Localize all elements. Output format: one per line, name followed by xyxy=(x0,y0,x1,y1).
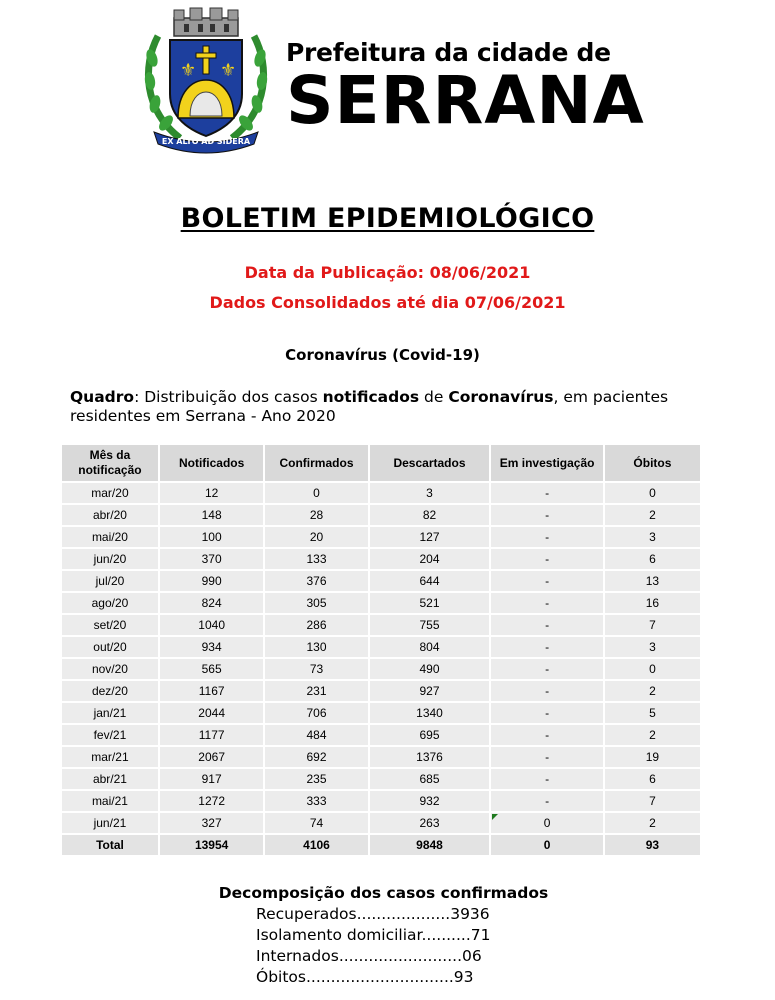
cell-notified: 934 xyxy=(160,637,263,657)
cell-confirmed: 692 xyxy=(265,747,367,767)
prefeitura-heading: Prefeitura da cidade de xyxy=(286,38,611,67)
cell-discarded: 1376 xyxy=(370,747,490,767)
cell-confirmed: 73 xyxy=(265,659,367,679)
cell-discarded: 927 xyxy=(370,681,490,701)
cell-discarded: 3 xyxy=(370,483,490,503)
cell-month: mai/20 xyxy=(62,527,158,547)
table-row xyxy=(62,659,700,679)
cell-notified: 148 xyxy=(160,505,263,525)
total-month: Total xyxy=(62,835,158,855)
cell-notified: 2044 xyxy=(160,703,263,723)
cell-investigation: - xyxy=(491,637,602,657)
quadro-text-1: : Distribuição dos casos xyxy=(134,388,323,406)
cell-notified: 565 xyxy=(160,659,263,679)
cell-confirmed: 74 xyxy=(265,813,367,833)
cell-deaths: 2 xyxy=(605,505,700,525)
cell-deaths: 3 xyxy=(605,527,700,547)
quadro-bold-1: notificados xyxy=(322,388,420,406)
cell-deaths: 19 xyxy=(605,747,700,767)
cell-month: mai/21 xyxy=(62,791,158,811)
total-investigation: 0 xyxy=(491,835,602,855)
cell-deaths: 7 xyxy=(605,791,700,811)
cell-investigation: - xyxy=(491,747,602,767)
cell-investigation: - xyxy=(491,527,602,547)
cell-month: abr/20 xyxy=(62,505,158,525)
table-row xyxy=(62,791,700,811)
city-name: SERRANA xyxy=(286,62,645,139)
publication-date: Data da Publicação: 08/06/2021 xyxy=(244,263,531,282)
table-row xyxy=(62,747,700,767)
cell-discarded: 521 xyxy=(370,593,490,613)
cell-confirmed: 133 xyxy=(265,549,367,569)
table-row xyxy=(62,681,700,701)
table-row xyxy=(62,725,700,745)
table-row xyxy=(62,527,700,547)
cell-investigation: - xyxy=(491,505,602,525)
quadro-label: Quadro xyxy=(70,388,135,406)
cell-notified: 370 xyxy=(160,549,263,569)
cell-deaths: 2 xyxy=(605,725,700,745)
header-notified: Notificados xyxy=(160,445,263,481)
header-discarded: Descartados xyxy=(370,445,490,481)
cell-month: mar/21 xyxy=(62,747,158,767)
cell-discarded: 932 xyxy=(370,791,490,811)
cell-month: jan/21 xyxy=(62,703,158,723)
cell-month: jun/21 xyxy=(62,813,158,833)
decomposition-item: Recuperados...................3936 xyxy=(256,905,490,923)
cell-notified: 100 xyxy=(160,527,263,547)
table-body xyxy=(62,483,700,855)
cell-discarded: 755 xyxy=(370,615,490,635)
comment-marker-icon xyxy=(492,814,498,820)
cell-discarded: 644 xyxy=(370,571,490,591)
cell-investigation: - xyxy=(491,725,602,745)
cell-month: fev/21 xyxy=(62,725,158,745)
cell-month: out/20 xyxy=(62,637,158,657)
cell-discarded: 263 xyxy=(370,813,490,833)
crest-motto: EX ALTO AD SIDERA xyxy=(161,137,251,146)
subject-heading: Coronavírus (Covid-19) xyxy=(285,346,480,364)
cell-investigation: - xyxy=(491,769,602,789)
total-notified: 13954 xyxy=(160,835,263,855)
table-row xyxy=(62,483,700,503)
cell-deaths: 5 xyxy=(605,703,700,723)
cell-investigation xyxy=(491,813,602,833)
table-row xyxy=(62,593,700,613)
cell-confirmed: 376 xyxy=(265,571,367,591)
table-row xyxy=(62,769,700,789)
table-row xyxy=(62,813,700,833)
header xyxy=(140,6,645,156)
total-confirmed: 4106 xyxy=(265,835,367,855)
header-confirmed: Confirmados xyxy=(265,445,367,481)
header-deaths: Óbitos xyxy=(605,445,700,481)
cell-month: abr/21 xyxy=(62,769,158,789)
cell-discarded: 127 xyxy=(370,527,490,547)
table-row xyxy=(62,637,700,657)
cell-deaths: 3 xyxy=(605,637,700,657)
quadro-bold-2: Coronavírus xyxy=(448,388,554,406)
cell-investigation: - xyxy=(491,791,602,811)
cell-deaths: 13 xyxy=(605,571,700,591)
cell-confirmed: 231 xyxy=(265,681,367,701)
cell-notified: 2067 xyxy=(160,747,263,767)
cell-discarded: 685 xyxy=(370,769,490,789)
cases-table xyxy=(60,443,702,857)
total-deaths: 93 xyxy=(605,835,700,855)
decomposition-item: Isolamento domiciliar..........71 xyxy=(256,926,491,944)
table-total-row xyxy=(62,835,700,855)
cell-month: jul/20 xyxy=(62,571,158,591)
quadro-text-3: , em pacientes residentes em Serrana - Ano 2020 xyxy=(70,388,669,425)
cell-investigation: - xyxy=(491,659,602,679)
table-row xyxy=(62,549,700,569)
cell-investigation: - xyxy=(491,593,602,613)
cell-month: mar/20 xyxy=(62,483,158,503)
cell-deaths: 6 xyxy=(605,549,700,569)
cell-month: nov/20 xyxy=(62,659,158,679)
cell-notified: 327 xyxy=(160,813,263,833)
cell-deaths: 16 xyxy=(605,593,700,613)
svg-text:⚜: ⚜ xyxy=(220,60,237,81)
cell-confirmed: 305 xyxy=(265,593,367,613)
bulletin-title: BOLETIM EPIDEMIOLÓGICO xyxy=(180,203,595,234)
table-row xyxy=(62,505,700,525)
consolidated-date: Dados Consolidados até dia 07/06/2021 xyxy=(209,293,566,312)
cell-value: 0 xyxy=(543,816,551,830)
cell-notified: 824 xyxy=(160,593,263,613)
cell-month: dez/20 xyxy=(62,681,158,701)
cell-notified: 12 xyxy=(160,483,263,503)
cell-deaths: 2 xyxy=(605,681,700,701)
cell-confirmed: 484 xyxy=(265,725,367,745)
cell-deaths: 7 xyxy=(605,615,700,635)
decomposition-item: Internados.........................06 xyxy=(256,947,482,965)
cell-investigation: - xyxy=(491,681,602,701)
cell-investigation: - xyxy=(491,571,602,591)
quadro-caption xyxy=(70,388,710,426)
decomposition-title: Decomposição dos casos confirmados xyxy=(218,884,549,902)
cell-discarded: 804 xyxy=(370,637,490,657)
cell-investigation: - xyxy=(491,483,602,503)
header-investigation: Em investigação xyxy=(491,445,602,481)
cell-deaths: 0 xyxy=(605,483,700,503)
cell-deaths: 6 xyxy=(605,769,700,789)
cell-confirmed: 130 xyxy=(265,637,367,657)
cell-month: ago/20 xyxy=(62,593,158,613)
cell-notified: 1272 xyxy=(160,791,263,811)
cell-discarded: 204 xyxy=(370,549,490,569)
table-row xyxy=(62,615,700,635)
decomposition-list xyxy=(256,904,491,988)
cell-discarded: 490 xyxy=(370,659,490,679)
cell-confirmed: 20 xyxy=(265,527,367,547)
table-row xyxy=(62,703,700,723)
cell-deaths: 2 xyxy=(605,813,700,833)
cell-discarded: 82 xyxy=(370,505,490,525)
cell-confirmed: 0 xyxy=(265,483,367,503)
cell-deaths: 0 xyxy=(605,659,700,679)
cell-investigation: - xyxy=(491,703,602,723)
quadro-text-2: de xyxy=(419,388,449,406)
cell-confirmed: 706 xyxy=(265,703,367,723)
table-row xyxy=(62,571,700,591)
cell-confirmed: 235 xyxy=(265,769,367,789)
cell-investigation: - xyxy=(491,549,602,569)
cell-investigation: - xyxy=(491,615,602,635)
cell-month: set/20 xyxy=(62,615,158,635)
cell-notified: 1040 xyxy=(160,615,263,635)
total-discarded: 9848 xyxy=(370,835,490,855)
cell-notified: 917 xyxy=(160,769,263,789)
cell-notified: 1167 xyxy=(160,681,263,701)
cell-confirmed: 28 xyxy=(265,505,367,525)
table-header-row xyxy=(62,445,700,481)
cell-notified: 990 xyxy=(160,571,263,591)
cell-discarded: 695 xyxy=(370,725,490,745)
svg-text:⚜: ⚜ xyxy=(180,60,197,81)
header-month: Mês da notificação xyxy=(62,445,158,481)
city-crest-logo xyxy=(140,6,272,154)
cell-month: jun/20 xyxy=(62,549,158,569)
cell-confirmed: 286 xyxy=(265,615,367,635)
decomposition-item: Óbitos..............................93 xyxy=(256,968,474,986)
cell-confirmed: 333 xyxy=(265,791,367,811)
cell-discarded: 1340 xyxy=(370,703,490,723)
cell-notified: 1177 xyxy=(160,725,263,745)
